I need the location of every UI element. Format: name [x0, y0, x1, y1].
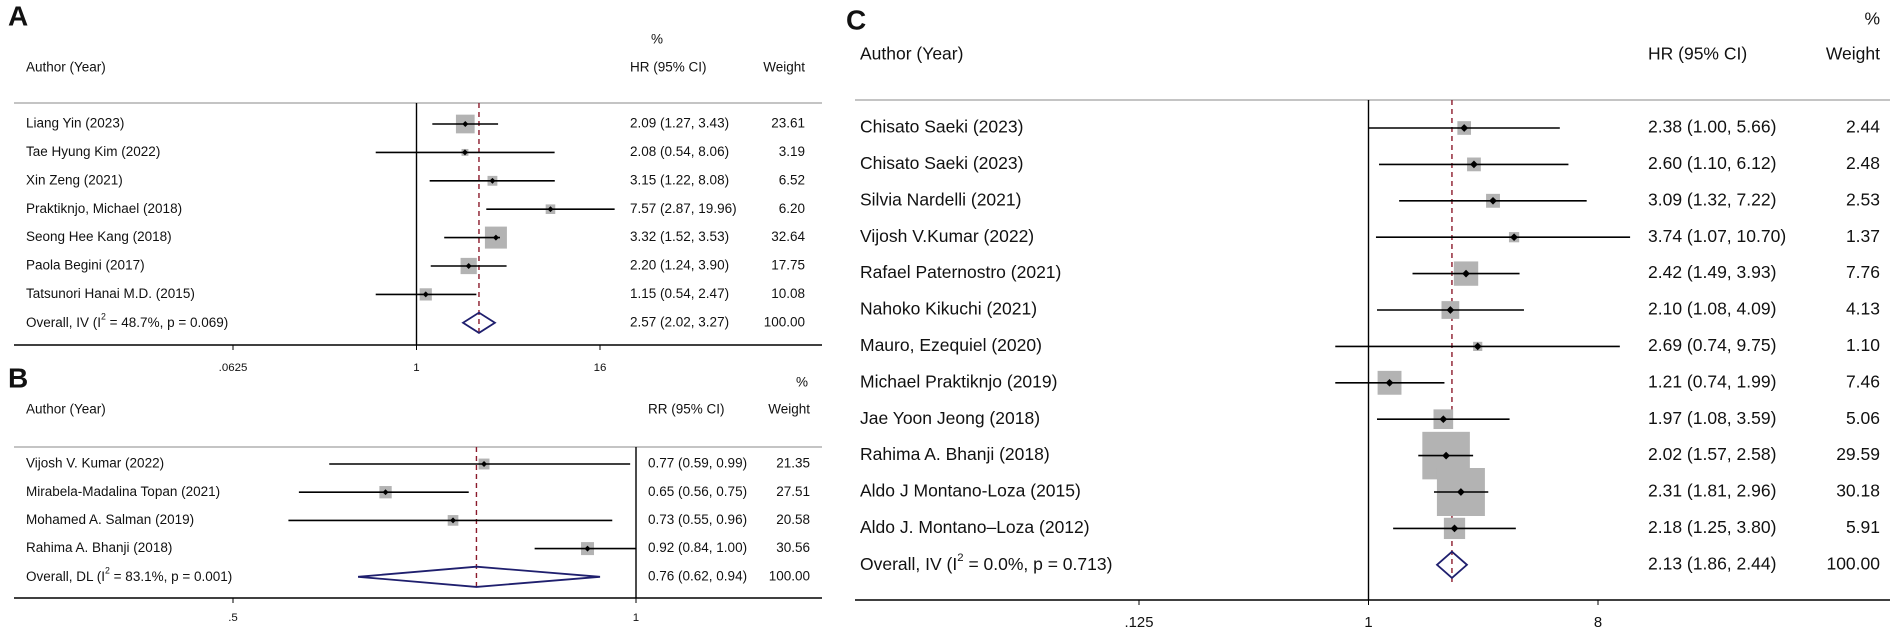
panel-a-study-weight: 3.19 — [778, 143, 805, 159]
panel-b-overall-diamond — [358, 567, 600, 587]
panel-c-study-ci-text: 2.60 (1.10, 6.12) — [1648, 153, 1777, 174]
panel-a-study-author: Paola Begini (2017) — [26, 257, 145, 273]
panel-a-study-author: Tae Hyung Kim (2022) — [26, 143, 161, 159]
panel-c-overall-label-post: = 0.0%, p = 0.713) — [963, 553, 1113, 574]
panel-c-overall-label — [860, 552, 1112, 574]
panel-c-study-weight: 1.10 — [1845, 335, 1880, 356]
panel-c-study-weight: 4.13 — [1845, 298, 1880, 319]
panel-b-study-ci-text: 0.92 (0.84, 1.00) — [648, 540, 748, 556]
panel-c-study-author: Rafael Paternostro (2021) — [860, 262, 1062, 283]
panel-b-study-ci-text: 0.77 (0.59, 0.99) — [648, 455, 748, 471]
panel-b-study-author: Mohamed A. Salman (2019) — [26, 511, 195, 527]
panel-c-tick-label: .125 — [1124, 614, 1154, 631]
panel-a-tick-label: 16 — [593, 362, 607, 375]
panel-a-letter: A — [8, 0, 29, 32]
panel-a-overall-label-pre: Overall, IV (I — [26, 314, 102, 330]
panel-a-study-weight: 23.61 — [771, 115, 805, 131]
panel-c-study-ci-text: 2.38 (1.00, 5.66) — [1648, 116, 1777, 137]
panel-c-overall-weight: 100.00 — [1826, 553, 1880, 574]
panel-c-study-author: Aldo J. Montano–Loza (2012) — [860, 517, 1090, 538]
panel-b-tick-label: .5 — [228, 612, 238, 625]
panel-c-study-ci-text: 2.10 (1.08, 4.09) — [1648, 298, 1777, 319]
panel-c-study-weight: 5.91 — [1845, 517, 1880, 538]
panel-a-overall-weight: 100.00 — [763, 314, 805, 330]
panel-a-study-author: Praktiknjo, Michael (2018) — [26, 200, 183, 216]
panel-c-study-weight: 7.46 — [1845, 371, 1880, 392]
panel-b-letter: B — [8, 362, 29, 394]
panel-c-tick-label: 1 — [1364, 614, 1373, 631]
panel-c-effect-header: HR (95% CI) — [1648, 43, 1748, 64]
panel-c-study-author: Silvia Nardelli (2021) — [860, 189, 1022, 210]
panel-b-study-ci-text: 0.65 (0.56, 0.75) — [648, 483, 748, 499]
panel-c-overall-diamond — [1437, 552, 1467, 578]
panel-b-pct-header: % — [795, 374, 808, 390]
panel-b-study-author: Rahima A. Bhanji (2018) — [26, 540, 173, 556]
panel-c-overall-label-sup: 2 — [957, 551, 964, 564]
panel-c-study-author: Nahoko Kikuchi (2021) — [860, 298, 1038, 319]
panel-a-overall-label — [26, 312, 228, 330]
panel-c-study-author: Chisato Saeki (2023) — [860, 116, 1024, 137]
panel-b-overall-weight: 100.00 — [768, 568, 810, 584]
panel-c-study-weight: 7.76 — [1845, 262, 1880, 283]
panel-c-author-header: Author (Year) — [860, 43, 964, 64]
panel-a-study-author: Seong Hee Kang (2018) — [26, 229, 172, 245]
panel-c-study-author: Vijosh V.Kumar (2022) — [860, 225, 1035, 246]
panel-a-study-weight: 10.08 — [771, 285, 805, 301]
panel-a-study-author: Liang Yin (2023) — [26, 115, 125, 131]
panel-c-study-weight: 2.48 — [1845, 153, 1880, 174]
panel-a-study-weight: 32.64 — [771, 229, 805, 245]
panel-a-study-ci-text: 2.20 (1.24, 3.90) — [630, 257, 730, 273]
panel-a-study-ci-text: 1.15 (0.54, 2.47) — [630, 285, 730, 301]
panel-a-study-ci-text: 7.57 (2.87, 19.96) — [630, 200, 737, 216]
panel-c-study-author: Chisato Saeki (2023) — [860, 153, 1024, 174]
panel-c-overall-ci-text: 2.13 (1.86, 2.44) — [1648, 553, 1777, 574]
panel-a-study-weight: 6.20 — [778, 200, 805, 216]
panel-c-study-weight: 29.59 — [1836, 444, 1880, 465]
panel-b-study-weight: 20.58 — [776, 511, 810, 527]
panel-b-study-weight: 27.51 — [776, 483, 810, 499]
panel-c-study-author: Aldo J Montano-Loza (2015) — [860, 480, 1081, 501]
panel-b-overall-label-post: = 83.1%, p = 0.001) — [109, 568, 233, 584]
panel-a-study-ci-text: 3.15 (1.22, 8.08) — [630, 172, 730, 188]
panel-a-pct-header: % — [650, 31, 663, 47]
panel-c-letter: C — [846, 4, 867, 36]
panel-c-study-weight: 2.44 — [1845, 116, 1880, 137]
panel-c-study-ci-text: 3.74 (1.07, 10.70) — [1648, 225, 1787, 246]
panel-c-overall-label-pre: Overall, IV (I — [860, 553, 958, 574]
panel-a-study-weight: 6.52 — [778, 172, 805, 188]
panel-b-tick-label: 1 — [632, 612, 640, 625]
panel-a-weight-header: Weight — [763, 59, 805, 75]
panel-c-tick-label: 8 — [1593, 614, 1603, 631]
panel-c-study-weight: 30.18 — [1836, 480, 1880, 501]
panel-c-study-author: Michael Praktiknjo (2019) — [860, 371, 1058, 392]
panel-b-study-author: Vijosh V. Kumar (2022) — [26, 455, 165, 471]
panel-c-study-author: Jae Yoon Jeong (2018) — [860, 407, 1041, 428]
panel-c-study-weight: 2.53 — [1845, 189, 1880, 210]
panel-a-study-ci-text: 2.09 (1.27, 3.43) — [630, 115, 730, 131]
panel-b-overall-label-sup: 2 — [105, 565, 110, 576]
panel-c-study-author: Mauro, Ezequiel (2020) — [860, 335, 1042, 356]
panel-b-author-header: Author (Year) — [26, 401, 106, 417]
panel-a-study-ci-text: 3.32 (1.52, 3.53) — [630, 229, 730, 245]
panel-b-study-weight: 30.56 — [776, 540, 810, 556]
panel-c-pct-header: % — [1864, 8, 1880, 29]
panel-b-effect-header: RR (95% CI) — [648, 401, 725, 417]
panel-a-overall-ci-text: 2.57 (2.02, 3.27) — [630, 314, 730, 330]
panel-b-overall-label-pre: Overall, DL (I — [26, 568, 106, 584]
panel-b-weight-header: Weight — [768, 401, 810, 417]
panel-c-study-ci-text: 2.31 (1.81, 2.96) — [1648, 480, 1777, 501]
panel-c-study-author: Rahima A. Bhanji (2018) — [860, 444, 1050, 465]
panel-a-tick-label: 1 — [413, 362, 420, 375]
panel-a-study-weight: 17.75 — [771, 257, 805, 273]
panel-c-study-weight: 1.37 — [1845, 225, 1880, 246]
panel-c-study-ci-text: 2.42 (1.49, 3.93) — [1648, 262, 1777, 283]
panel-c-study-ci-text: 2.02 (1.57, 2.58) — [1648, 444, 1777, 465]
panel-b-study-ci-text: 0.73 (0.55, 0.96) — [648, 511, 748, 527]
panel-c-study-ci-text: 2.69 (0.74, 9.75) — [1648, 335, 1777, 356]
panel-c-study-ci-text: 2.18 (1.25, 3.80) — [1648, 517, 1777, 538]
panel-a-study-author: Tatsunori Hanai M.D. (2015) — [26, 285, 195, 301]
panel-a-overall-label-sup: 2 — [101, 311, 106, 322]
panel-c-study-ci-text: 1.21 (0.74, 1.99) — [1648, 371, 1777, 392]
panel-b-study-weight: 21.35 — [776, 455, 810, 471]
panel-c-study-ci-text: 3.09 (1.32, 7.22) — [1648, 189, 1777, 210]
panel-b-overall-label — [26, 566, 232, 584]
panel-a-study-author: Xin Zeng (2021) — [26, 172, 123, 188]
panel-a-overall-label-post: = 48.7%, p = 0.069) — [105, 314, 229, 330]
panel-c-study-ci-text: 1.97 (1.08, 3.59) — [1648, 407, 1777, 428]
panel-a-effect-header: HR (95% CI) — [630, 59, 707, 75]
panel-c-study-weight: 5.06 — [1845, 407, 1880, 428]
panel-b-study-author: Mirabela-Madalina Topan (2021) — [26, 483, 221, 499]
panel-b-overall-ci-text: 0.76 (0.62, 0.94) — [648, 568, 748, 584]
panel-a-study-ci-text: 2.08 (0.54, 8.06) — [630, 143, 730, 159]
panel-c-weight-header: Weight — [1825, 43, 1880, 64]
panel-a-tick-label: .0625 — [218, 362, 248, 375]
panel-a-author-header: Author (Year) — [26, 59, 106, 75]
